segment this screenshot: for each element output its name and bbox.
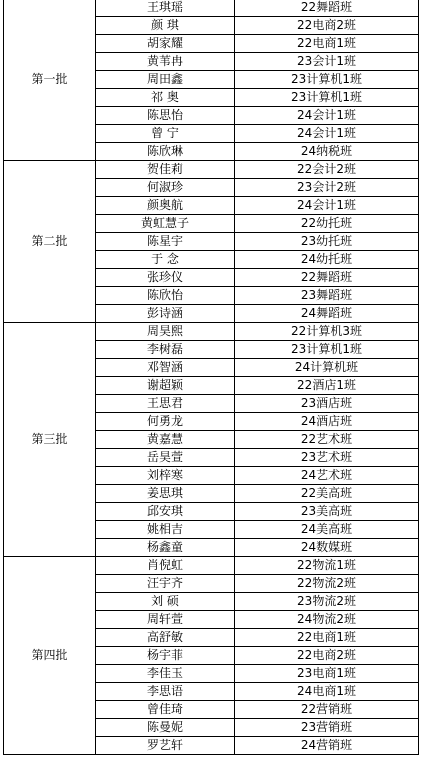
class-name-cell: 23营销班: [235, 719, 419, 737]
class-name-cell: 23会计1班: [235, 53, 419, 71]
class-name-cell: 22幼托班: [235, 215, 419, 233]
student-name-cell: 黄嘉慧: [96, 431, 235, 449]
student-name-cell: 张珍仪: [96, 269, 235, 287]
class-name-cell: 24纳税班: [235, 143, 419, 161]
student-name-cell: 颜 琪: [96, 17, 235, 35]
class-name-cell: 24幼托班: [235, 251, 419, 269]
student-name-cell: 何勇龙: [96, 413, 235, 431]
table-row: [4, 161, 419, 179]
student-name-cell: 姜思琪: [96, 485, 235, 503]
class-name-cell: 24舞蹈班: [235, 305, 419, 323]
student-name-cell: 周田鑫: [96, 71, 235, 89]
class-name-cell: 22酒店1班: [235, 377, 419, 395]
batch-label: 第二批: [4, 161, 96, 323]
class-name-cell: 24会计1班: [235, 125, 419, 143]
batch-label: 第三批: [4, 323, 96, 557]
class-name-cell: 22物流1班: [235, 557, 419, 575]
student-name-cell: 祁 奥: [96, 89, 235, 107]
class-name-cell: 22计算机3班: [235, 323, 419, 341]
class-name-cell: 22美高班: [235, 485, 419, 503]
student-name-cell: 曾佳琦: [96, 701, 235, 719]
class-name-cell: 22会计2班: [235, 161, 419, 179]
student-name-cell: 陈思怡: [96, 107, 235, 125]
roster-table: [3, 0, 419, 755]
table-row: [4, 0, 419, 17]
student-name-cell: 姚相吉: [96, 521, 235, 539]
class-name-cell: 22电商2班: [235, 17, 419, 35]
student-name-cell: 贺佳莉: [96, 161, 235, 179]
class-name-cell: 22物流2班: [235, 575, 419, 593]
student-name-cell: 颜奥航: [96, 197, 235, 215]
student-name-cell: 邱安琪: [96, 503, 235, 521]
class-name-cell: 22营销班: [235, 701, 419, 719]
student-name-cell: 胡家耀: [96, 35, 235, 53]
class-name-cell: 22电商1班: [235, 35, 419, 53]
student-name-cell: 罗艺轩: [96, 737, 235, 755]
student-name-cell: 王思君: [96, 395, 235, 413]
student-name-cell: 何淑珍: [96, 179, 235, 197]
student-name-cell: 彭诗涵: [96, 305, 235, 323]
student-name-cell: 陈欣怡: [96, 287, 235, 305]
class-name-cell: 24艺术班: [235, 467, 419, 485]
student-name-cell: 陈曼妮: [96, 719, 235, 737]
student-name-cell: 周轩萱: [96, 611, 235, 629]
class-name-cell: 23酒店班: [235, 395, 419, 413]
class-name-cell: 23幼托班: [235, 233, 419, 251]
student-name-cell: 杨宇菲: [96, 647, 235, 665]
batch-label: 第四批: [4, 557, 96, 755]
class-name-cell: 24电商1班: [235, 683, 419, 701]
student-name-cell: 李思语: [96, 683, 235, 701]
class-name-cell: 23计算机1班: [235, 89, 419, 107]
class-name-cell: 23计算机1班: [235, 341, 419, 359]
class-name-cell: 24美高班: [235, 521, 419, 539]
class-name-cell: 24酒店班: [235, 413, 419, 431]
class-name-cell: 23会计2班: [235, 179, 419, 197]
student-name-cell: 邓智涵: [96, 359, 235, 377]
class-name-cell: 22舞蹈班: [235, 269, 419, 287]
class-name-cell: 24会计1班: [235, 107, 419, 125]
batch-label: 第一批: [4, 0, 96, 161]
class-name-cell: 24会计1班: [235, 197, 419, 215]
class-name-cell: 22舞蹈班: [235, 0, 419, 17]
class-name-cell: 23计算机1班: [235, 71, 419, 89]
class-name-cell: 23物流2班: [235, 593, 419, 611]
class-name-cell: 24计算机班: [235, 359, 419, 377]
class-name-cell: 23电商1班: [235, 665, 419, 683]
student-name-cell: 黄苇冉: [96, 53, 235, 71]
student-name-cell: 李佳玉: [96, 665, 235, 683]
class-name-cell: 22艺术班: [235, 431, 419, 449]
student-name-cell: 刘梓寒: [96, 467, 235, 485]
student-name-cell: 谢超颖: [96, 377, 235, 395]
student-name-cell: 陈星宇: [96, 233, 235, 251]
class-name-cell: 23舞蹈班: [235, 287, 419, 305]
student-name-cell: 于 念: [96, 251, 235, 269]
student-name-cell: 黄虹慧子: [96, 215, 235, 233]
student-name-cell: 肖倪虹: [96, 557, 235, 575]
roster-body: [4, 0, 419, 755]
class-name-cell: 22电商1班: [235, 629, 419, 647]
student-name-cell: 王琪瑶: [96, 0, 235, 17]
student-name-cell: 李树磊: [96, 341, 235, 359]
student-name-cell: 陈欣琳: [96, 143, 235, 161]
class-name-cell: 23艺术班: [235, 449, 419, 467]
class-name-cell: 23美高班: [235, 503, 419, 521]
class-name-cell: 22电商2班: [235, 647, 419, 665]
table-row: [4, 557, 419, 575]
student-name-cell: 高舒敏: [96, 629, 235, 647]
student-name-cell: 曾 宁: [96, 125, 235, 143]
student-name-cell: 杨鑫童: [96, 539, 235, 557]
table-row: [4, 323, 419, 341]
class-name-cell: 24营销班: [235, 737, 419, 755]
student-name-cell: 岳昊萱: [96, 449, 235, 467]
student-name-cell: 刘 硕: [96, 593, 235, 611]
class-name-cell: 24数媒班: [235, 539, 419, 557]
class-name-cell: 24物流2班: [235, 611, 419, 629]
student-name-cell: 周昊熙: [96, 323, 235, 341]
student-name-cell: 汪宇齐: [96, 575, 235, 593]
